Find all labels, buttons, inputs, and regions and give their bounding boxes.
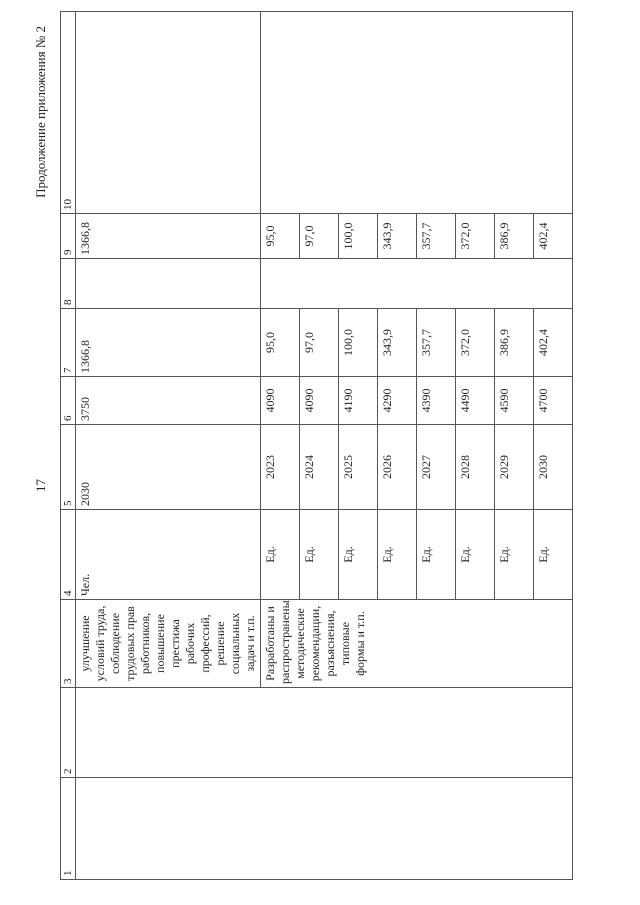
year-cell: 2027 <box>417 425 456 510</box>
unit-cell: Ед. <box>300 510 339 600</box>
amount-cell: 100,0 <box>339 309 378 377</box>
empty-cell <box>417 12 456 214</box>
amount-cell: 1366,8 <box>76 214 261 259</box>
amount-cell: 386,9 <box>495 309 534 377</box>
empty-cell <box>300 259 339 309</box>
amount-cell: 357,7 <box>417 214 456 259</box>
amount-cell: 386,9 <box>495 214 534 259</box>
amount-cell: 372,0 <box>456 214 495 259</box>
empty-cell <box>534 259 573 309</box>
empty-cell <box>534 12 573 214</box>
col-header-5: 5 <box>61 425 76 510</box>
empty-cell <box>76 259 261 309</box>
amount-cell: 95,0 <box>261 214 300 259</box>
amount-cell: 95,0 <box>261 309 300 377</box>
year-cell: 2030 <box>534 425 573 510</box>
col-header-2: 2 <box>61 688 76 778</box>
empty-cell <box>261 259 300 309</box>
amount-cell: 372,0 <box>456 309 495 377</box>
value-cell: 4290 <box>378 377 417 425</box>
header-row <box>61 12 76 880</box>
value-cell: 4700 <box>534 377 573 425</box>
indicator-description: Разработаны и распространены методические рекомендации, разъяснения, типовые формы и т.п. <box>261 600 573 688</box>
unit-cell: Ед. <box>378 510 417 600</box>
year-cell: 2026 <box>378 425 417 510</box>
col-header-6: 6 <box>61 377 76 425</box>
col-header-8: 8 <box>61 259 76 309</box>
amount-cell: 1366,8 <box>76 309 261 377</box>
col-header-9: 9 <box>61 214 76 259</box>
col-header-4: 4 <box>61 510 76 600</box>
empty-cell <box>378 12 417 214</box>
col-header-10: 10 <box>61 12 76 214</box>
empty-cell <box>339 12 378 214</box>
value-cell: 4090 <box>261 377 300 425</box>
col-header-7: 7 <box>61 309 76 377</box>
unit-cell: Ед. <box>261 510 300 600</box>
cell-col2 <box>76 688 573 778</box>
amount-cell: 100,0 <box>339 214 378 259</box>
empty-cell <box>339 259 378 309</box>
rotated-page <box>30 12 610 892</box>
amount-cell: 402,4 <box>534 309 573 377</box>
empty-cell <box>300 12 339 214</box>
year-cell: 2023 <box>261 425 300 510</box>
empty-cell <box>495 259 534 309</box>
data-table <box>60 11 573 880</box>
value-cell: 3750 <box>76 377 261 425</box>
col-header-3: 3 <box>61 600 76 688</box>
unit-cell: Ед. <box>456 510 495 600</box>
year-cell: 2024 <box>300 425 339 510</box>
year-cell: 2025 <box>339 425 378 510</box>
amount-cell: 97,0 <box>300 214 339 259</box>
appendix-caption: Продолжение приложения № 2 <box>33 26 48 198</box>
page-number: 17 <box>33 479 48 492</box>
cell-col1 <box>76 778 573 880</box>
value-cell: 4190 <box>339 377 378 425</box>
unit-cell: Чел. <box>76 510 261 600</box>
amount-cell: 343,9 <box>378 309 417 377</box>
year-cell: 2030 <box>76 425 261 510</box>
unit-cell: Ед. <box>534 510 573 600</box>
empty-cell <box>76 12 261 214</box>
year-cell: 2028 <box>456 425 495 510</box>
empty-cell <box>261 12 300 214</box>
empty-cell <box>417 259 456 309</box>
unit-cell: Ед. <box>495 510 534 600</box>
amount-cell: 357,7 <box>417 309 456 377</box>
empty-cell <box>378 259 417 309</box>
empty-cell <box>495 12 534 214</box>
unit-cell: Ед. <box>339 510 378 600</box>
col-header-1: 1 <box>61 778 76 880</box>
indicator-description: улучшение условий труда, соблюдение трудовых прав работников, повышение престижа рабочих профессий, решение социальных задач и т.п. <box>76 600 261 688</box>
year-cell: 2029 <box>495 425 534 510</box>
empty-cell <box>456 259 495 309</box>
amount-cell: 97,0 <box>300 309 339 377</box>
unit-cell: Ед. <box>417 510 456 600</box>
value-cell: 4590 <box>495 377 534 425</box>
value-cell: 4390 <box>417 377 456 425</box>
value-cell: 4490 <box>456 377 495 425</box>
value-cell: 4090 <box>300 377 339 425</box>
amount-cell: 343,9 <box>378 214 417 259</box>
amount-cell: 402,4 <box>534 214 573 259</box>
table-row <box>76 12 261 880</box>
empty-cell <box>456 12 495 214</box>
